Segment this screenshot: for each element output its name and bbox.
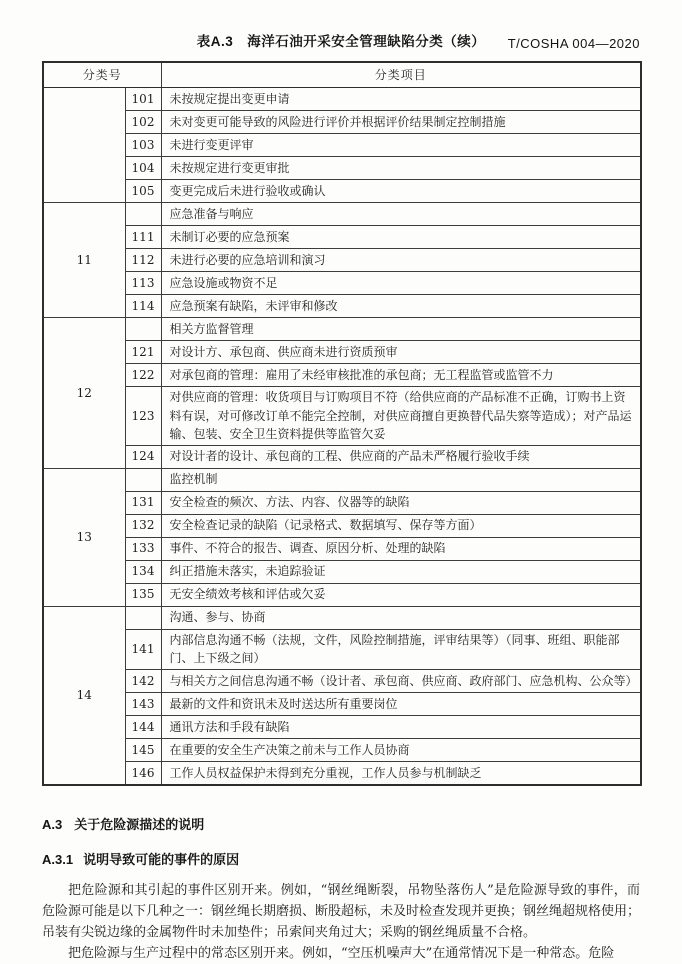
section-title-row xyxy=(43,318,641,341)
classification-item-cell: 对设计者的设计、承包商的工程、供应商的产品未严格履行验收手续 xyxy=(161,445,641,468)
classification-code-cell xyxy=(125,606,161,629)
table-row xyxy=(43,364,641,387)
classification-code-cell: 132 xyxy=(125,514,161,537)
classification-code-cell: 122 xyxy=(125,364,161,387)
classification-item-cell: 纠正措施未落实，未追踪验证 xyxy=(161,560,641,583)
section-title-row xyxy=(43,468,641,491)
table-row xyxy=(43,669,641,692)
section-title-row xyxy=(43,203,641,226)
classification-code-cell: 101 xyxy=(125,88,161,111)
doc-number: T/COSHA 004—2020 xyxy=(507,36,640,51)
classification-item-cell: 对供应商的管理：收货项目与订购项目不符（给供应商的产品标准不正确，订购书上资料有误，对可修改订单不能完全控制，对供应商擅自更换替代品失察等造成）；对产品运输、包装、安全卫生资料提供等监管欠妥 xyxy=(161,387,641,446)
table-row xyxy=(43,134,641,157)
classification-code-cell: 105 xyxy=(125,180,161,203)
classification-item-cell: 应急设施或物资不足 xyxy=(161,272,641,295)
classification-item-cell: 工作人员权益保护未得到充分重视，工作人员参与机制缺乏 xyxy=(161,761,641,785)
table-row xyxy=(43,341,641,364)
table-row xyxy=(43,387,641,446)
table-row xyxy=(43,111,641,134)
classification-code-cell: 142 xyxy=(125,669,161,692)
heading-a31 xyxy=(42,849,682,868)
table-row xyxy=(43,583,641,606)
classification-item-cell: 未进行必要的应急培训和演习 xyxy=(161,249,641,272)
classification-code-cell: 135 xyxy=(125,583,161,606)
classification-code-cell: 114 xyxy=(125,295,161,318)
classification-code-cell: 123 xyxy=(125,387,161,446)
table-row xyxy=(43,249,641,272)
group-number-cell: 13 xyxy=(43,468,125,606)
table-row xyxy=(43,445,641,468)
table-title: 表A.3 海洋石油开采安全管理缺陷分类（续） xyxy=(196,34,486,49)
classification-item-cell: 在重要的安全生产决策之前未与工作人员协商 xyxy=(161,738,641,761)
classification-item-cell: 安全检查记录的缺陷（记录格式、数据填写、保存等方面） xyxy=(161,514,641,537)
table-row xyxy=(43,692,641,715)
classification-item-cell: 最新的文件和资讯未及时送达所有重要岗位 xyxy=(161,692,641,715)
classification-code-cell: 102 xyxy=(125,111,161,134)
table-row xyxy=(43,272,641,295)
heading-a3 xyxy=(42,814,682,833)
classification-item-cell: 变更完成后未进行验收或确认 xyxy=(161,180,641,203)
classification-code-cell: 124 xyxy=(125,445,161,468)
paragraph-hazard-vs-event: 把危险源和其引起的事件区别开来。例如，“钢丝绳断裂，吊物坠落伤人”是危险源导致的事件，而危险源可能是以下几种之一：钢丝绳长期磨损、断股超标，未及时检查发现并更换；钢丝绳超规格使用；吊装有尖锐边缘的金属物件时未加垫件；吊索间夹角过大；采购的钢丝绳质量不合格。 xyxy=(42,882,641,940)
classification-code-cell: 113 xyxy=(125,272,161,295)
classification-code-cell: 144 xyxy=(125,715,161,738)
classification-code-cell: 103 xyxy=(125,134,161,157)
classification-code-cell: 111 xyxy=(125,226,161,249)
section-title-cell: 沟通、参与、协商 xyxy=(161,606,641,629)
col-header-classification-number: 分类号 xyxy=(43,62,161,88)
table-row xyxy=(43,761,641,785)
classification-item-cell: 通讯方法和手段有缺陷 xyxy=(161,715,641,738)
table-row xyxy=(43,180,641,203)
classification-item-cell: 未对变更可能导致的风险进行评价并根据评价结果制定控制措施 xyxy=(161,111,641,134)
table-row xyxy=(43,715,641,738)
classification-code-cell: 133 xyxy=(125,537,161,560)
classification-item-cell: 对承包商的管理：雇用了未经审核批准的承包商；无工程监管或监管不力 xyxy=(161,364,641,387)
heading-a31-text: 说明导致可能的事件的原因 xyxy=(83,851,240,867)
classification-code-cell: 131 xyxy=(125,491,161,514)
heading-a3-text: 关于危险源描述的说明 xyxy=(74,816,205,832)
table-row xyxy=(43,738,641,761)
classification-item-cell: 内部信息沟通不畅（法规，文件，风险控制措施，评审结果等）（同事、班组、职能部门、上下级之间） xyxy=(161,629,641,669)
table-body xyxy=(43,88,641,785)
classification-item-cell: 与相关方之间信息沟通不畅（设计者、承包商、供应商、政府部门、应急机构、公众等） xyxy=(161,669,641,692)
classification-code-cell xyxy=(125,318,161,341)
classification-code-cell xyxy=(125,468,161,491)
group-number-cell: 12 xyxy=(43,318,125,469)
classification-code-cell: 134 xyxy=(125,560,161,583)
classification-code-cell: 146 xyxy=(125,761,161,785)
table-row xyxy=(43,514,641,537)
classification-code-cell xyxy=(125,203,161,226)
col-header-classification-item: 分类项目 xyxy=(161,62,641,88)
document-page xyxy=(0,30,682,961)
heading-a31-label: A.3.1 xyxy=(42,851,74,867)
classification-item-cell: 未进行变更评审 xyxy=(161,134,641,157)
classification-code-cell: 145 xyxy=(125,738,161,761)
table-row xyxy=(43,629,641,669)
table-row xyxy=(43,491,641,514)
classification-code-cell: 143 xyxy=(125,692,161,715)
classification-table xyxy=(42,61,642,786)
section-title-cell: 应急准备与响应 xyxy=(161,203,641,226)
classification-item-cell: 未按规定进行变更审批 xyxy=(161,157,641,180)
classification-code-cell: 104 xyxy=(125,157,161,180)
table-row xyxy=(43,226,641,249)
classification-item-cell: 未按规定提出变更申请 xyxy=(161,88,641,111)
classification-item-cell: 对设计方、承包商、供应商未进行资质预审 xyxy=(161,341,641,364)
table-row xyxy=(43,560,641,583)
table-row xyxy=(43,537,641,560)
classification-code-cell: 121 xyxy=(125,341,161,364)
heading-a3-label: A.3 xyxy=(42,816,63,832)
classification-item-cell: 事件、不符合的报告、调查、原因分析、处理的缺陷 xyxy=(161,537,641,560)
table-row xyxy=(43,295,641,318)
classification-item-cell: 应急预案有缺陷，未评审和修改 xyxy=(161,295,641,318)
table-row xyxy=(43,88,641,111)
classification-code-cell: 112 xyxy=(125,249,161,272)
paragraph-hazard-vs-normal: 把危险源与生产过程中的常态区别开来。例如，“空压机噪声大”在通常情况下是一种常态。危险 xyxy=(68,945,615,961)
classification-item-cell: 安全检查的频次、方法、内容、仪器等的缺陷 xyxy=(161,491,641,514)
table-row xyxy=(43,157,641,180)
group-number-cell: 14 xyxy=(43,606,125,785)
group-number-cell xyxy=(43,88,125,203)
section-title-cell: 监控机制 xyxy=(161,468,641,491)
group-number-cell: 11 xyxy=(43,203,125,318)
classification-item-cell: 未制订必要的应急预案 xyxy=(161,226,641,249)
section-title-row xyxy=(43,606,641,629)
table-header-row xyxy=(43,62,641,88)
classification-item-cell: 无安全绩效考核和评估或欠妥 xyxy=(161,583,641,606)
section-title-cell: 相关方监督管理 xyxy=(161,318,641,341)
classification-code-cell: 141 xyxy=(125,629,161,669)
